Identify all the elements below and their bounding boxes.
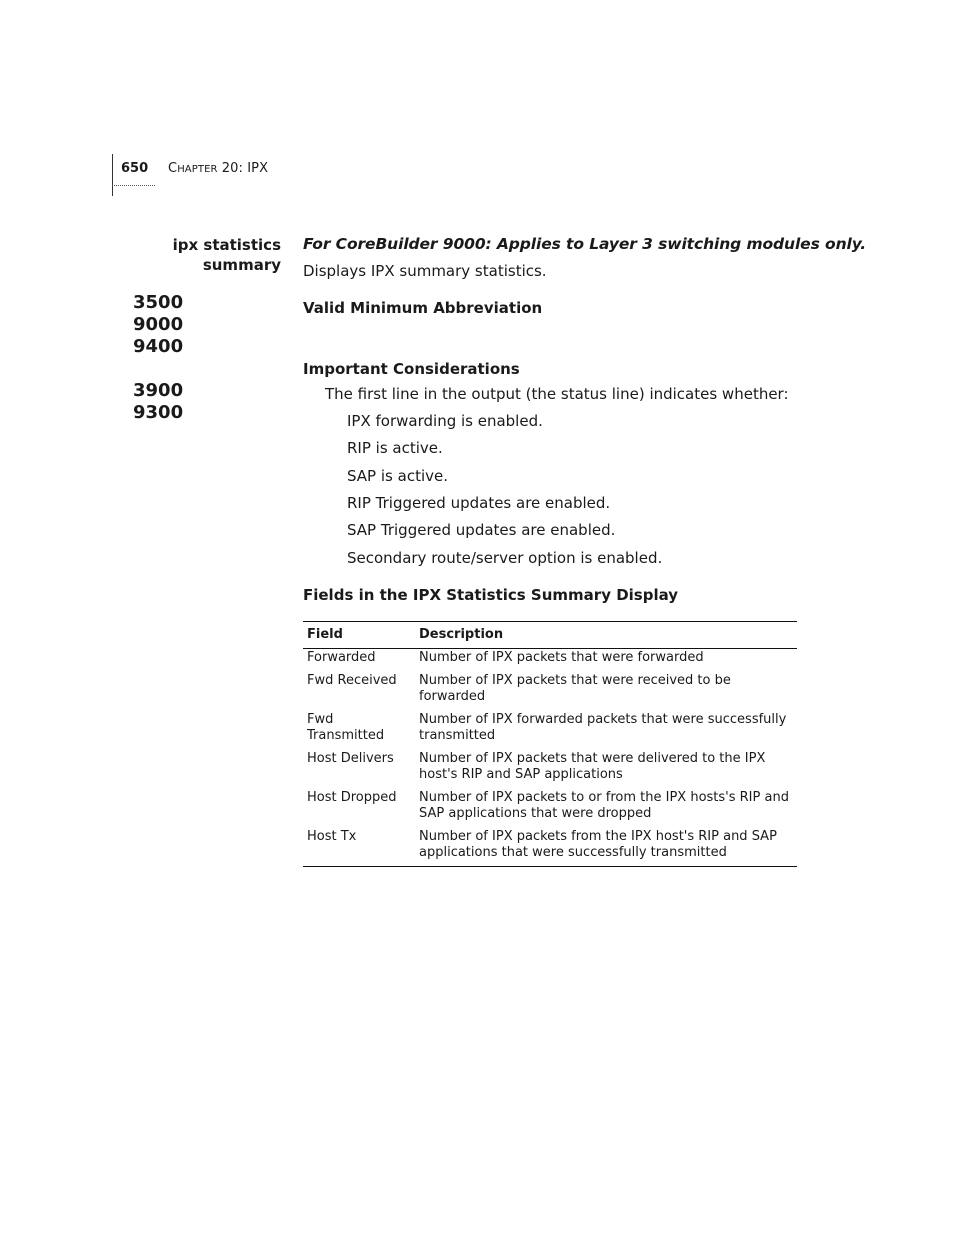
important-intro: The first line in the output (the status line) indicates whether: bbox=[325, 385, 789, 403]
valid-min-abbrev-heading: Valid Minimum Abbreviation bbox=[303, 299, 543, 317]
platform-number: 3900 bbox=[133, 380, 184, 401]
status-list-item: RIP is active. bbox=[347, 439, 443, 457]
table-row bbox=[303, 790, 797, 829]
header-vertical-rule bbox=[112, 154, 113, 196]
status-list-item: SAP is active. bbox=[347, 467, 448, 485]
page-number: 650 bbox=[121, 161, 149, 176]
important-considerations-heading: Important Considerations bbox=[303, 360, 520, 378]
field-name-cell: Host Dropped bbox=[307, 790, 397, 805]
chapter-title-initial: C bbox=[168, 161, 178, 176]
platform-number: 9000 bbox=[133, 314, 184, 335]
platform-number: 3500 bbox=[133, 292, 184, 313]
chapter-title bbox=[168, 161, 268, 178]
platform-list bbox=[133, 292, 183, 424]
status-list bbox=[347, 411, 797, 568]
field-name-cell: Host Delivers bbox=[307, 751, 394, 766]
applies-note: For CoreBuilder 9000: Applies to Layer 3 switching modules only. bbox=[303, 235, 867, 253]
field-name-cell: Fwd Transmitted bbox=[307, 712, 385, 743]
status-list-item: IPX forwarding is enabled. bbox=[347, 412, 543, 430]
fields-table bbox=[303, 621, 797, 867]
header-dotted-rule bbox=[112, 185, 155, 186]
command-description: Displays IPX summary statistics. bbox=[303, 262, 547, 280]
table-header-row bbox=[303, 622, 797, 649]
main-content bbox=[303, 233, 867, 867]
chapter-title-smallcaps: HAPTER bbox=[177, 164, 218, 175]
command-name-line-1: ipx statistics bbox=[172, 236, 281, 254]
field-description-cell: Number of IPX packets that were received to be forwarded bbox=[419, 673, 731, 704]
command-name-line-2: summary bbox=[202, 256, 281, 274]
field-name-cell: Forwarded bbox=[307, 649, 376, 665]
field-name-cell: Host Tx bbox=[303, 829, 415, 867]
column-header-field: Field bbox=[303, 622, 415, 649]
table-row bbox=[303, 648, 797, 673]
column-header-description: Description bbox=[415, 622, 797, 649]
command-name bbox=[173, 235, 281, 275]
table-row bbox=[303, 751, 797, 790]
table-row bbox=[303, 673, 797, 712]
field-name-cell: Fwd Received bbox=[307, 673, 397, 688]
platform-number: 9400 bbox=[133, 336, 184, 357]
field-description-cell: Number of IPX packets that were forwarded bbox=[419, 649, 704, 665]
status-list-item: SAP Triggered updates are enabled. bbox=[347, 521, 616, 539]
field-description-cell: Number of IPX packets from the IPX host's RIP and SAP applications that were successfully transmitted bbox=[415, 829, 797, 867]
field-description-cell: Number of IPX packets that were delivered to the IPX host's RIP and SAP applications bbox=[419, 751, 766, 782]
field-description-cell: Number of IPX forwarded packets that were successfully transmitted bbox=[419, 712, 787, 743]
platform-group-gap bbox=[133, 358, 183, 380]
status-list-item: RIP Triggered updates are enabled. bbox=[347, 494, 611, 512]
table-row bbox=[303, 829, 797, 867]
table-row bbox=[303, 712, 797, 751]
chapter-title-number: 20: IPX bbox=[217, 161, 269, 176]
field-description-cell: Number of IPX packets to or from the IPX hosts's RIP and SAP applications that were dropped bbox=[419, 790, 789, 821]
fields-table-heading: Fields in the IPX Statistics Summary Display bbox=[303, 586, 679, 604]
status-list-item: Secondary route/server option is enabled. bbox=[347, 549, 663, 567]
platform-number: 9300 bbox=[133, 402, 184, 423]
